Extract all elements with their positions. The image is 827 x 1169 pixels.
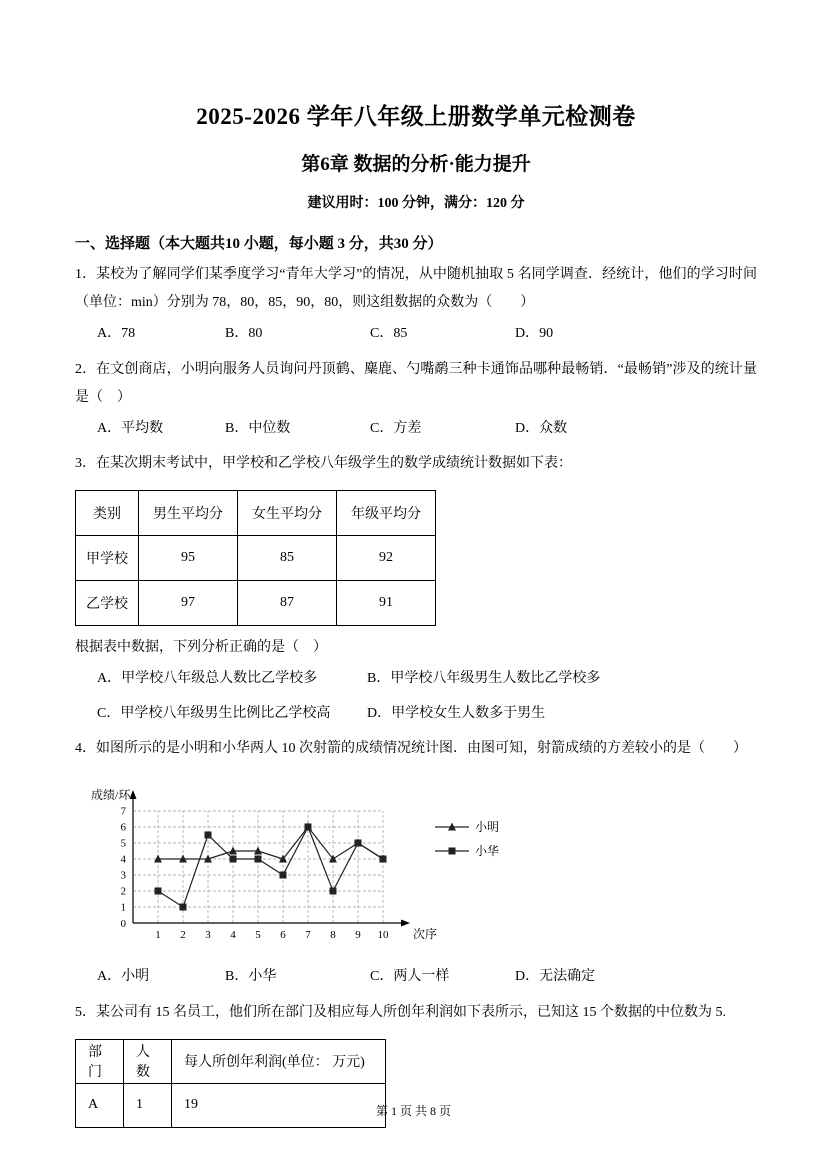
svg-text:小华: 小华 [475,844,500,859]
cell: 87 [238,581,337,626]
header-cell: 类别 [76,491,139,536]
header-cell: 每人所创年利润(单位： 万元) [172,1039,386,1083]
svg-text:0: 0 [120,918,126,931]
cell: 92 [337,536,436,581]
question-2-options [75,416,757,443]
cell: 乙学校 [76,581,139,626]
svg-text:5: 5 [255,929,261,942]
score-comparison-table [75,490,436,626]
question-4-options [75,964,757,991]
page-title: 2025-2026 学年八年级上册数学单元检测卷 [196,104,636,129]
option-c: C．两人一样 [370,969,450,985]
option-c: C．方差 [370,420,422,436]
question-1-text: 1．某校为了解同学们某季度学习“青年大学习”的情况，从中随机抽取 5 名同学调查．经统计，他们的学习时间（单位：min）分别为 78，80，85，90，80，则这组数据的众数为（ ） [75,267,757,310]
header-cell: 人数 [124,1039,172,1083]
svg-text:成绩/环: 成绩/环 [91,788,131,803]
option-a: A．小明 [97,969,150,985]
question-1-options [75,321,757,348]
cell: 19 [172,1083,386,1127]
option-c: C．85 [370,326,408,341]
svg-text:3: 3 [120,869,126,882]
svg-text:1: 1 [155,929,161,942]
option-b: B．小华 [225,969,277,985]
svg-text:6: 6 [120,821,126,834]
exam-meta: 建议用时：100 分钟，满分：120 分 [307,196,525,211]
svg-text:7: 7 [120,805,126,818]
svg-text:10: 10 [377,929,389,942]
option-a: A．78 [97,326,136,341]
chapter-subtitle: 第6章 数据的分析·能力提升 [301,154,531,175]
svg-text:小明: 小明 [475,820,500,835]
cell: 甲学校 [76,536,139,581]
line-chart-svg [87,773,557,955]
svg-text:1: 1 [120,901,126,914]
svg-text:4: 4 [230,929,236,942]
archery-line-chart [87,773,757,960]
option-c: C．甲学校八年级男生比例比乙学校高 [97,705,331,721]
svg-text:4: 4 [120,853,126,866]
question-3-followup: 根据表中数据，下列分析正确的是（ ） [75,640,327,656]
option-d: D．甲学校女生人数多于男生 [367,705,546,721]
option-a: A．平均数 [97,420,164,436]
svg-text:2: 2 [120,885,126,898]
cell: 1 [124,1083,172,1127]
cell: A [76,1083,124,1127]
header-cell: 女生平均分 [238,491,337,536]
question-4-text: 4．如图所示的是小明和小华两人 10 次射箭的成绩情况统计图．由图可知，射箭成绩的方差较小的是（ ） [75,741,747,757]
option-a: A．甲学校八年级总人数比乙学校多 [97,671,318,687]
header-cell: 男生平均分 [139,491,238,536]
table-header-row [76,491,436,536]
option-d: D．众数 [515,420,568,436]
table-row [76,536,436,581]
svg-text:8: 8 [330,929,336,942]
svg-text:5: 5 [120,837,126,850]
svg-text:6: 6 [280,929,286,942]
option-b: B．甲学校八年级男生人数比乙学校多 [367,671,601,687]
question-5-text: 5．某公司有 15 名员工，他们所在部门及相应每人所创年利润如下表所示，已知这 15 个数据的中位数为 5. [75,1004,726,1020]
cell: 97 [139,581,238,626]
table-header-row [76,1039,386,1083]
option-d: D．无法确定 [515,969,596,985]
section-heading: 一、选择题（本大题共10 小题，每小题 3 分，共30 分） [75,236,443,252]
cell: 95 [139,536,238,581]
header-cell: 部门 [76,1039,124,1083]
table-row [76,581,436,626]
cell: 85 [238,536,337,581]
header-cell: 年级平均分 [337,491,436,536]
svg-text:次序: 次序 [413,927,438,942]
cell: 91 [337,581,436,626]
question-2-text: 2．在文创商店，小明向服务人员询问丹顶鹤、麋鹿、勺嘴鹬三种卡通饰品哪种最畅销．“最畅销”涉及的统计量是（ ） [75,361,757,405]
page-footer: 第 1 页 共 8 页 [375,1104,451,1118]
svg-text:9: 9 [355,929,361,942]
svg-text:3: 3 [205,929,211,942]
svg-text:7: 7 [305,929,311,942]
option-d: D．90 [515,326,554,341]
question-3-text: 3．在某次期末考试中，甲学校和乙学校八年级学生的数学成绩统计数据如下表： [75,456,572,472]
option-b: B．80 [225,326,263,341]
option-b: B．中位数 [225,420,291,436]
question-3-options [75,666,757,727]
svg-text:2: 2 [180,929,186,942]
